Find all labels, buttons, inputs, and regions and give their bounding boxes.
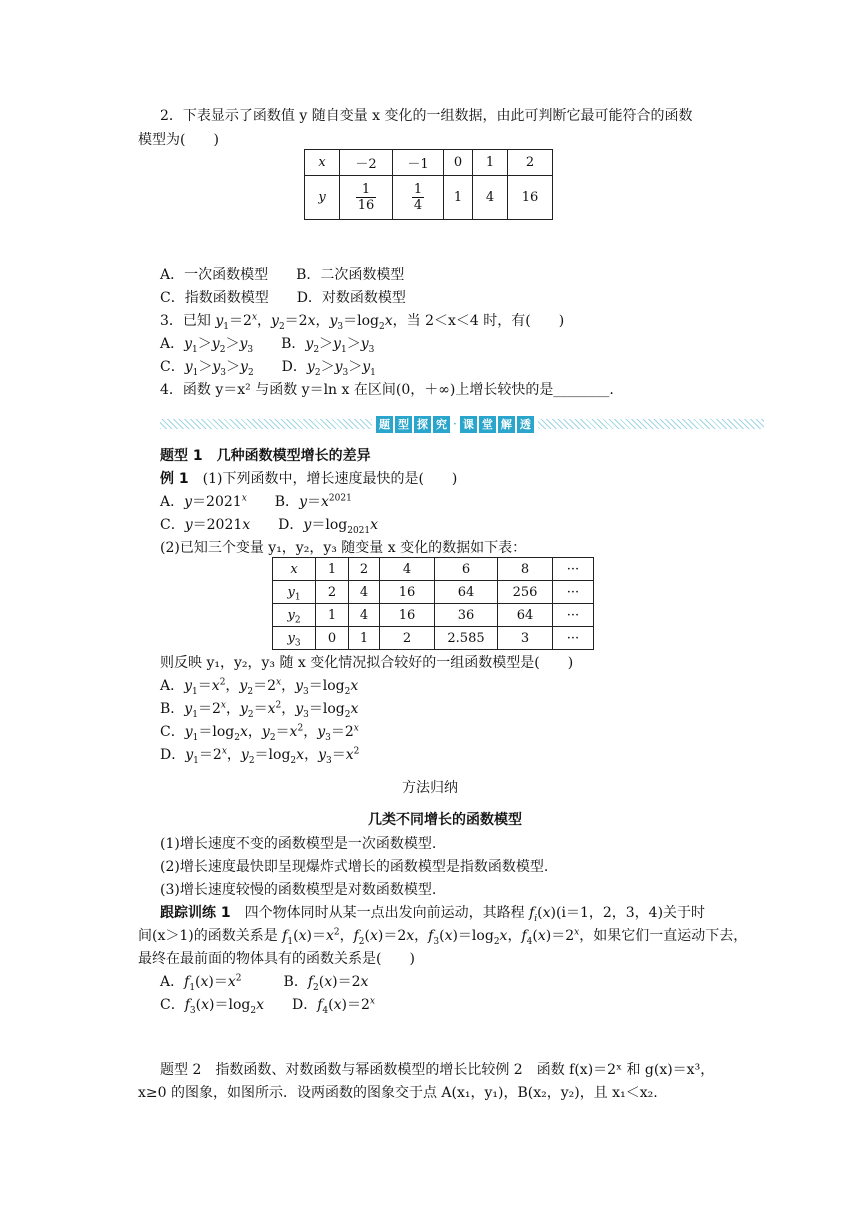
table-row bbox=[273, 604, 594, 627]
table-cell: x bbox=[273, 558, 316, 581]
table-cell: x bbox=[305, 150, 340, 176]
banner-title bbox=[372, 413, 538, 435]
track-line1: 跟踪训练 1 四个物体同时从某一点出发向前运动，其路程 $f_i(x)(i=1$，2，3，4)关于时 bbox=[160, 905, 706, 924]
fraction-denominator: 16 bbox=[357, 198, 375, 213]
table-cell: 4 bbox=[380, 558, 435, 581]
q2-options-cd: C．指数函数模型 D．对数函数模型 bbox=[160, 290, 406, 306]
table-cell: ··· bbox=[553, 627, 594, 650]
table-cell: $y_1$ bbox=[273, 581, 316, 604]
fraction-numerator: 1 bbox=[413, 182, 423, 197]
method-item: (2)增长速度最快即呈现爆炸式增长的函数模型是指数函数模型. bbox=[160, 859, 549, 875]
table-cell: 0 bbox=[444, 150, 473, 176]
example1-question2: 则反映 y₁，y₂，y₃ 随 x 变化情况拟合较好的一组函数模型是( ) bbox=[160, 655, 574, 671]
q2-stem-line1: 2．下表显示了函数值 y 随自变量 x 变化的一组数据，由此可判断它最可能符合的函数 bbox=[160, 108, 693, 124]
table-cell: 4 bbox=[473, 176, 508, 220]
table-cell: －1 bbox=[393, 150, 444, 176]
example1-option-c: C．$y_1=\log_2x$，$y_2=x^2$，$y_3=2^x$ bbox=[160, 723, 359, 743]
q2-stem-line2: 模型为( ) bbox=[138, 132, 219, 148]
example1-options-cd: C．y＝2021x D．$y=\log_{2021}x$ bbox=[160, 517, 379, 536]
banner-char: 堂 bbox=[479, 416, 496, 433]
q4-stem: 4．函数 y＝x² 与函数 y＝ln x 在区间(0，＋∞)上增长较快的是________. bbox=[160, 382, 614, 398]
table-cell: 16 bbox=[380, 581, 435, 604]
table-row bbox=[273, 581, 594, 604]
table-cell: 1 bbox=[316, 604, 349, 627]
banner-dot: · bbox=[453, 417, 457, 431]
table-cell: 2 bbox=[508, 150, 553, 176]
banner-char: 探 bbox=[414, 416, 431, 433]
table-cell: 1 bbox=[473, 150, 508, 176]
fraction bbox=[412, 182, 424, 213]
table-cell: $y_2$ bbox=[273, 604, 316, 627]
fraction-denominator: 4 bbox=[413, 198, 423, 213]
example1-stem bbox=[160, 469, 457, 489]
table-cell: $y_3$ bbox=[273, 627, 316, 650]
banner-char: 究 bbox=[433, 416, 450, 433]
method-subtitle: 几类不同增长的函数模型 bbox=[368, 812, 522, 828]
table-cell: 2.585 bbox=[435, 627, 498, 650]
track-line3: 最终在最前面的物体具有的函数关系是( ) bbox=[138, 951, 415, 967]
fraction-numerator: 1 bbox=[356, 182, 377, 198]
track-options-ab: A．$f_1(x)=x^2$ B．$f_2(x)=2x$ bbox=[160, 973, 369, 993]
table-cell: y bbox=[305, 176, 340, 220]
q3-stem-end: ，当 2＜x＜4 时，有( ) bbox=[392, 313, 565, 329]
table-cell: 64 bbox=[498, 604, 553, 627]
track-label: 跟踪训练 1 bbox=[160, 905, 231, 921]
method-title: 方法归纳 bbox=[402, 780, 458, 796]
q3-options-ab: A．$y_1>y_2>y_3$ B．$y_2>y_1>y_3$ bbox=[160, 336, 375, 355]
section-banner bbox=[160, 413, 764, 435]
table-cell: 64 bbox=[435, 581, 498, 604]
table-cell: 2 bbox=[380, 627, 435, 650]
table-cell: ··· bbox=[553, 558, 594, 581]
table-cell: 256 bbox=[498, 581, 553, 604]
table-cell: 3 bbox=[498, 627, 553, 650]
topic2-line1: 题型 2 指数函数、对数函数与幂函数模型的增长比较例 2 函数 f(x)＝2ˣ 和 g(x)＝x³， bbox=[160, 1062, 715, 1078]
table-cell: ··· bbox=[553, 604, 594, 627]
table-cell: ··· bbox=[553, 581, 594, 604]
banner-char: 型 bbox=[395, 416, 412, 433]
table-cell: 36 bbox=[435, 604, 498, 627]
table-cell bbox=[340, 176, 393, 220]
table-row bbox=[273, 627, 594, 650]
q3-options-cd: C．$y_1>y_3>y_2$ D．$y_2>y_3>y_1$ bbox=[160, 359, 376, 378]
fraction bbox=[356, 182, 377, 213]
banner-char: 透 bbox=[517, 416, 534, 433]
example1-option-a: A．$y_1=x^2$，$y_2=2^x$，$y_3=\log_2x$ bbox=[160, 677, 359, 697]
method-item: (1)增长速度不变的函数模型是一次函数模型. bbox=[160, 836, 437, 852]
example1-option-d: D．$y_1=2^x$，$y_2=\log_2x$，$y_3=x^2$ bbox=[160, 746, 360, 766]
table-cell: 16 bbox=[380, 604, 435, 627]
topic2-line2: x≥0 的图象，如图所示．设两函数的图象交于点 A(x₁，y₁)，B(x₂，y₂)，且 x₁＜x₂. bbox=[138, 1085, 658, 1101]
table-cell: 6 bbox=[435, 558, 498, 581]
table-cell: 8 bbox=[498, 558, 553, 581]
q2-options-ab: A．一次函数模型 B．二次函数模型 bbox=[160, 267, 405, 283]
table-cell: 0 bbox=[316, 627, 349, 650]
method-item: (3)增长速度较慢的函数模型是对数函数模型. bbox=[160, 882, 437, 898]
table-cell: 4 bbox=[349, 581, 380, 604]
example1-options-ab: A．$y=2021^x$ B．$y=x^{2021}$ bbox=[160, 493, 352, 510]
track-line2: 间(x＞1)的函数关系是 $f_1(x)=x^2$，$f_2(x)=2x$，$f_3(x)=\log_2x$，$f_4(x)=2^x$，如果它们一直运动下去， bbox=[138, 927, 748, 947]
table-cell: －2 bbox=[340, 150, 393, 176]
table-cell: 2 bbox=[349, 558, 380, 581]
example1-option-b: B．$y_1=2^x$，$y_2=x^2$，$y_3=\log_2x$ bbox=[160, 700, 359, 720]
q2-data-table bbox=[304, 149, 553, 220]
table-cell: 4 bbox=[349, 604, 380, 627]
example1-data-table bbox=[272, 557, 594, 650]
table-cell bbox=[393, 176, 444, 220]
track-options-cd: C．$f_3(x)=\log_2x$ D．$f_4(x)=2^x$ bbox=[160, 996, 375, 1016]
example1-text: (1)下列函数中，增长速度最快的是( ) bbox=[202, 471, 458, 487]
banner-char: 解 bbox=[498, 416, 515, 433]
table-cell: 16 bbox=[508, 176, 553, 220]
banner-char: 课 bbox=[460, 416, 477, 433]
table-cell: 2 bbox=[316, 581, 349, 604]
table-cell: 1 bbox=[444, 176, 473, 220]
banner-char: 题 bbox=[376, 416, 393, 433]
topic1-heading: 题型 1 几种函数模型增长的差异 bbox=[160, 448, 371, 464]
table-cell: 1 bbox=[316, 558, 349, 581]
table-cell: 1 bbox=[349, 627, 380, 650]
example1-part2: (2)已知三个变量 y₁，y₂，y₃ 随变量 x 变化的数据如下表： bbox=[160, 540, 527, 556]
example1-label: 例 1 bbox=[160, 471, 189, 487]
q3-stem: 3．已知 $y_1=2^x$，$y_2=2x$，$y_3=\log_2x$，当 2＜x＜4 时，有( ) bbox=[160, 312, 565, 332]
